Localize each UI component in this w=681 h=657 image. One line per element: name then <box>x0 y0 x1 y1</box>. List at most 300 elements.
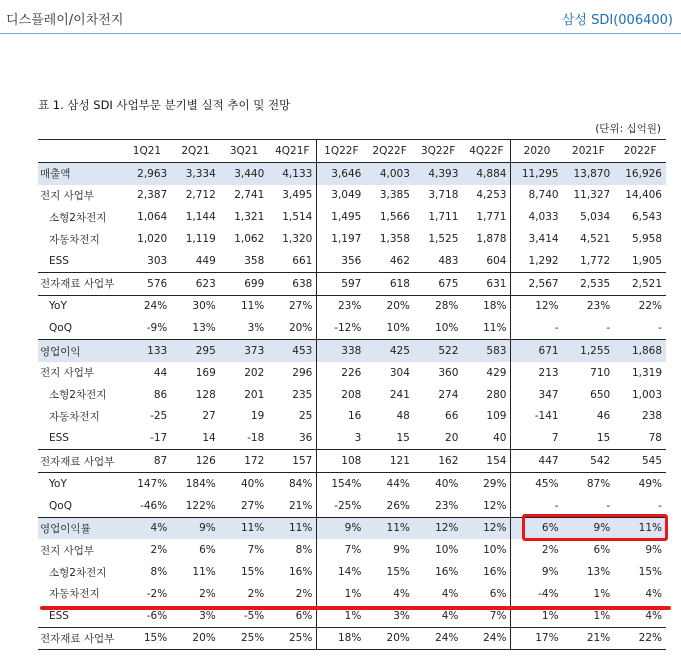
table-cell: 147% <box>123 472 172 494</box>
table-cell: 1,064 <box>137 211 168 224</box>
column-header: 2022F <box>614 140 666 163</box>
table-cell: 1,514 <box>268 206 317 228</box>
table-row <box>38 406 666 428</box>
table-cell: 5,958 <box>631 233 662 246</box>
table-cell: 296 <box>268 362 317 384</box>
table-cell: 12% <box>462 517 511 539</box>
column-header: 1Q21 <box>123 140 172 163</box>
table-row <box>38 250 666 272</box>
table-cell: 3,646 <box>317 162 366 184</box>
table-cell: 2% <box>268 583 317 605</box>
table-row <box>38 340 666 362</box>
table-cell: 425 <box>365 340 414 362</box>
table-cell: - <box>606 322 611 335</box>
table-cell: 13,870 <box>563 162 615 184</box>
table-cell: 347 <box>538 388 559 401</box>
table-cell: 10% <box>386 322 410 335</box>
table-cell: - <box>658 322 662 335</box>
table-cell: 4% <box>645 587 662 600</box>
table-cell: 27% <box>268 295 317 317</box>
table-cell: 9% <box>645 544 662 557</box>
table-cell: 6% <box>462 583 511 605</box>
table-title: 표 1. 삼성 SDI 사업부문 분기별 실적 추이 및 전망 <box>38 98 291 112</box>
table-cell: 338 <box>317 340 366 362</box>
table-cell: 213 <box>538 366 559 379</box>
table-cell: 618 <box>365 272 414 295</box>
table-cell: 40% <box>414 472 463 494</box>
table-row <box>38 272 666 295</box>
column-header: 4Q21F <box>268 140 317 163</box>
row-label: ESS <box>49 254 69 267</box>
column-header: 2021F <box>563 140 615 163</box>
table-cell: -2% <box>146 587 168 600</box>
table-cell: 126 <box>171 450 220 473</box>
table-cell: 6,543 <box>631 211 662 224</box>
table-cell: 128 <box>195 388 216 401</box>
table-cell: 1,772 <box>580 254 611 267</box>
table-cell: 11,327 <box>573 189 611 202</box>
table-cell: 1,292 <box>528 254 559 267</box>
table-cell: 27 <box>202 410 216 423</box>
table-cell: - <box>658 499 662 512</box>
table-cell: 6% <box>268 605 317 627</box>
table-cell: 9% <box>541 566 559 579</box>
table-row <box>38 162 666 184</box>
table-cell: 49% <box>614 472 666 494</box>
table-cell: 12% <box>414 517 463 539</box>
table-cell: 9% <box>563 517 615 539</box>
table-cell: 45% <box>511 472 563 494</box>
table-cell: 11% <box>365 517 414 539</box>
table-cell: 18% <box>462 295 511 317</box>
table-cell: 20% <box>171 627 220 650</box>
table-cell: 483 <box>438 254 459 267</box>
table-cell: 2% <box>150 544 168 557</box>
table-cell: 1,566 <box>379 211 410 224</box>
table-cell: 3,334 <box>171 162 220 184</box>
table-cell: 447 <box>511 450 563 473</box>
table-row <box>38 362 666 384</box>
table-cell: 360 <box>438 366 459 379</box>
table-cell: 303 <box>147 254 168 267</box>
table-cell: 7% <box>344 544 362 557</box>
row-label: 매출액 <box>38 162 123 184</box>
table-cell: 23% <box>435 499 459 512</box>
row-label: ESS <box>49 609 69 622</box>
table-cell: 1,905 <box>631 254 662 267</box>
table-cell: - <box>554 322 559 335</box>
table-cell: 15% <box>638 566 662 579</box>
table-cell: 25 <box>268 406 317 428</box>
table-cell: 4% <box>441 587 459 600</box>
table-cell: 20% <box>365 627 414 650</box>
table-cell: 11% <box>268 517 317 539</box>
header-divider <box>0 33 681 34</box>
table-row <box>38 450 666 473</box>
table-cell: 9% <box>171 517 220 539</box>
table-cell: 3% <box>393 609 410 622</box>
table-cell: -6% <box>146 609 168 622</box>
column-header: 3Q21 <box>220 140 269 163</box>
table-cell: 8% <box>268 539 317 561</box>
table-cell: 3,495 <box>268 185 317 207</box>
table-cell: 25% <box>220 627 269 650</box>
table-cell: 1,525 <box>428 233 459 246</box>
table-cell: 9% <box>317 517 366 539</box>
table-cell: 631 <box>462 272 511 295</box>
table-cell: 18% <box>317 627 366 650</box>
annotation-highlight-box <box>522 514 668 541</box>
row-label: 자동차전지 <box>49 588 100 601</box>
table-row <box>38 539 666 561</box>
table-cell: 429 <box>462 362 511 384</box>
table-cell: 15 <box>596 432 611 445</box>
table-cell: 26% <box>386 499 410 512</box>
row-label: 전자재료 사업부 <box>38 450 123 473</box>
table-cell: 11% <box>220 517 269 539</box>
table-cell: 1,495 <box>331 211 362 224</box>
table-cell: 184% <box>171 472 220 494</box>
table-row <box>38 206 666 228</box>
table-cell: 604 <box>462 250 511 272</box>
table-cell: 66 <box>445 410 459 423</box>
table-cell: 44 <box>153 366 168 379</box>
table-cell: 21% <box>563 627 615 650</box>
table-cell: 10% <box>462 539 511 561</box>
table-cell: -25% <box>334 499 362 512</box>
table-row <box>38 427 666 449</box>
table-cell: 25% <box>268 627 317 650</box>
earnings-table <box>38 139 666 650</box>
table-cell: 22% <box>614 627 666 650</box>
table-cell: 1% <box>593 609 611 622</box>
table-cell: 1% <box>593 587 611 600</box>
table-cell: 1% <box>541 609 559 622</box>
table-cell: 17% <box>511 627 563 650</box>
table-cell: 1,062 <box>234 233 265 246</box>
table-cell: 4% <box>441 609 459 622</box>
table-cell: 2,741 <box>234 189 265 202</box>
table-cell: 295 <box>171 340 220 362</box>
table-cell: 1% <box>344 587 362 600</box>
table-cell: 13% <box>586 566 611 579</box>
table-cell: 14,406 <box>625 189 662 202</box>
table-cell: 545 <box>614 450 666 473</box>
table-cell: 16 <box>347 410 362 423</box>
unit-note: (단위: 십억원) <box>595 123 661 135</box>
table-cell: 154% <box>317 472 366 494</box>
table-cell: 109 <box>462 406 511 428</box>
row-label: YoY <box>38 295 123 317</box>
document-section: 디스플레이/이차전지 <box>6 13 124 28</box>
table-cell: 7% <box>247 544 265 557</box>
company-name: 삼성 SDI(006400) <box>561 13 673 28</box>
column-header: 3Q22F <box>414 140 463 163</box>
table-cell: 241 <box>389 388 410 401</box>
table-cell: 14 <box>202 432 216 445</box>
annotation-underline <box>40 606 671 610</box>
column-header: 4Q22F <box>462 140 511 163</box>
table-cell: 542 <box>563 450 615 473</box>
table-cell: 4,033 <box>528 211 559 224</box>
table-cell: 6% <box>593 544 611 557</box>
table-cell: 27% <box>240 499 265 512</box>
table-cell: 4% <box>645 609 662 622</box>
table-cell: 1,711 <box>428 211 459 224</box>
table-cell: 40% <box>220 472 269 494</box>
table-cell: 462 <box>389 254 410 267</box>
table-cell: 274 <box>438 388 459 401</box>
table-cell: 78 <box>648 432 662 445</box>
table-cell: 280 <box>462 384 511 406</box>
table-cell: 1,319 <box>631 366 662 379</box>
table-cell: 4,884 <box>462 162 511 184</box>
table-cell: 162 <box>414 450 463 473</box>
table-cell: 8% <box>150 566 168 579</box>
table-row <box>38 185 666 207</box>
table-cell: 2% <box>247 587 265 600</box>
table-cell: 675 <box>414 272 463 295</box>
table-cell: 4,521 <box>580 233 611 246</box>
table-cell: 3 <box>354 432 362 445</box>
table-cell: 5,034 <box>580 211 611 224</box>
table-cell: 24% <box>414 627 463 650</box>
column-header: 2Q22F <box>365 140 414 163</box>
table-cell: 28% <box>414 295 463 317</box>
table-cell: 638 <box>268 272 317 295</box>
table-cell: 15 <box>396 432 410 445</box>
table-cell: 169 <box>195 366 216 379</box>
row-label: 전지 사업부 <box>40 367 95 380</box>
table-cell: 1,878 <box>462 228 511 250</box>
table-cell: 20 <box>445 432 459 445</box>
table-cell: 7 <box>551 432 559 445</box>
table-cell: 358 <box>244 254 265 267</box>
table-cell: 108 <box>317 450 366 473</box>
table-cell: 15% <box>240 566 265 579</box>
table-cell: -141 <box>534 410 559 423</box>
table-cell: 20% <box>268 317 317 339</box>
table-cell: -12% <box>334 322 362 335</box>
row-label: 전지 사업부 <box>40 544 95 557</box>
table-cell: 2,712 <box>185 189 216 202</box>
column-header: 2020 <box>511 140 563 163</box>
table-cell: 3,385 <box>379 189 410 202</box>
table-cell: 22% <box>614 295 666 317</box>
table-cell: 16% <box>462 561 511 583</box>
table-cell: -46% <box>140 499 168 512</box>
table-cell: -17 <box>150 432 168 445</box>
table-cell: 21% <box>268 495 317 517</box>
table-cell: 2,567 <box>511 272 563 295</box>
table-cell: 86 <box>153 388 168 401</box>
table-cell: 121 <box>365 450 414 473</box>
row-label: 자동차전지 <box>49 410 100 423</box>
column-header-label <box>38 140 123 163</box>
row-label: 소형2차전지 <box>49 211 107 224</box>
table-cell: 11% <box>614 517 666 539</box>
table-cell: 304 <box>389 366 410 379</box>
table-cell: 7% <box>462 605 511 627</box>
table-cell: 356 <box>341 254 362 267</box>
table-cell: 133 <box>123 340 172 362</box>
table-cell: 1,003 <box>631 388 662 401</box>
table-cell: 3% <box>247 322 265 335</box>
table-cell: 1,119 <box>185 233 216 246</box>
table-cell: 48 <box>396 410 410 423</box>
table-cell: 84% <box>268 472 317 494</box>
table-cell: 1,197 <box>331 233 362 246</box>
table-cell: 20% <box>365 295 414 317</box>
table-row <box>38 583 666 605</box>
table-cell: 235 <box>268 384 317 406</box>
table-cell: 449 <box>195 254 216 267</box>
table-cell: 1,320 <box>268 228 317 250</box>
table-cell: 172 <box>220 450 269 473</box>
table-cell: 23% <box>317 295 366 317</box>
table-cell: 650 <box>590 388 611 401</box>
table-cell: 453 <box>268 340 317 362</box>
table-cell: 154 <box>462 450 511 473</box>
table-cell: 671 <box>511 340 563 362</box>
table-cell: 4,133 <box>268 162 317 184</box>
table-cell: 3% <box>199 609 216 622</box>
table-cell: 11,295 <box>511 162 563 184</box>
table-cell: 10% <box>435 322 459 335</box>
table-cell: 44% <box>365 472 414 494</box>
table-cell: -25 <box>150 410 168 423</box>
table-cell: 201 <box>244 388 265 401</box>
table-cell: 15% <box>123 627 172 650</box>
row-label: 자동차전지 <box>49 233 100 246</box>
table-cell: - <box>554 499 559 512</box>
row-label: 영업이익률 <box>38 517 123 539</box>
table-cell: 3,718 <box>428 189 459 202</box>
table-cell: 40 <box>462 427 511 449</box>
table-row <box>38 317 666 339</box>
table-cell: 11% <box>192 566 216 579</box>
table-row <box>38 228 666 250</box>
table-cell: 2,521 <box>614 272 666 295</box>
column-header: 2Q21 <box>171 140 220 163</box>
table-cell: 157 <box>268 450 317 473</box>
table-cell: 14% <box>338 566 362 579</box>
row-label: 전자재료 사업부 <box>38 272 123 295</box>
table-row <box>38 472 666 494</box>
table-cell: 2% <box>541 544 559 557</box>
table-cell: 1% <box>344 609 362 622</box>
table-row <box>38 627 666 650</box>
table-cell: 19 <box>250 410 265 423</box>
table-cell: 1,358 <box>379 233 410 246</box>
table-cell: -9% <box>146 322 168 335</box>
table-cell: 12% <box>462 495 511 517</box>
table-cell: 29% <box>462 472 511 494</box>
table-cell: 23% <box>563 295 615 317</box>
column-header: 1Q22F <box>317 140 366 163</box>
table-cell: 122% <box>185 499 216 512</box>
table-row <box>38 384 666 406</box>
table-cell: 11% <box>462 317 511 339</box>
table-cell: 4% <box>123 517 172 539</box>
table-cell: 583 <box>462 340 511 362</box>
table-cell: 661 <box>268 250 317 272</box>
table-cell: 1,771 <box>462 206 511 228</box>
table-cell: 1,255 <box>563 340 615 362</box>
table-cell: 4,003 <box>365 162 414 184</box>
table-cell: 46 <box>596 410 611 423</box>
table-cell: 4,393 <box>414 162 463 184</box>
table-cell: 24% <box>123 295 172 317</box>
row-label: 전자재료 사업부 <box>38 627 123 650</box>
table-cell: 3,414 <box>528 233 559 246</box>
table-cell: 30% <box>171 295 220 317</box>
row-label: YoY <box>38 472 123 494</box>
row-label: QoQ <box>49 499 72 512</box>
table-cell: 87% <box>563 472 615 494</box>
table-cell: 15% <box>386 566 410 579</box>
table-cell: 2,535 <box>563 272 615 295</box>
table-cell: 2,963 <box>123 162 172 184</box>
table-cell: 699 <box>220 272 269 295</box>
table-cell: 87 <box>123 450 172 473</box>
table-cell: 710 <box>590 366 611 379</box>
table-cell: -5% <box>243 609 265 622</box>
table-cell: 12% <box>511 295 563 317</box>
table-cell: 36 <box>268 427 317 449</box>
table-cell: 16% <box>435 566 459 579</box>
row-label: ESS <box>49 432 69 445</box>
table-cell: 16% <box>268 561 317 583</box>
table-cell: 1,020 <box>137 233 168 246</box>
table-cell: - <box>606 499 611 512</box>
table-cell: 576 <box>123 272 172 295</box>
table-cell: 1,868 <box>614 340 666 362</box>
table-cell: -18 <box>247 432 265 445</box>
table-cell: 3,049 <box>331 189 362 202</box>
table-cell: 6% <box>199 544 216 557</box>
table-cell: 4% <box>393 587 410 600</box>
table-row <box>38 561 666 583</box>
table-header-row <box>38 140 666 163</box>
table-cell: 202 <box>244 366 265 379</box>
table-row <box>38 295 666 317</box>
table-cell: 24% <box>462 627 511 650</box>
table-cell: 8,740 <box>528 189 559 202</box>
table-cell: 10% <box>435 544 459 557</box>
table-cell: 11% <box>220 295 269 317</box>
table-cell: -4% <box>538 587 559 600</box>
table-cell: 597 <box>317 272 366 295</box>
row-label: 소형2차전지 <box>49 566 107 579</box>
table-cell: 13% <box>192 322 216 335</box>
table-cell: 522 <box>414 340 463 362</box>
table-cell: 226 <box>341 366 362 379</box>
table-cell: 238 <box>641 410 662 423</box>
row-label: 소형2차전지 <box>49 389 107 402</box>
row-label: 영업이익 <box>38 340 123 362</box>
table-cell: 3,440 <box>220 162 269 184</box>
table-cell: 6% <box>511 517 563 539</box>
table-cell: 208 <box>341 388 362 401</box>
row-label: QoQ <box>49 322 72 335</box>
table-cell: 2,387 <box>137 189 168 202</box>
table-cell: 1,144 <box>185 211 216 224</box>
table-cell: 373 <box>220 340 269 362</box>
table-cell: 2% <box>199 587 216 600</box>
table-cell: 4,253 <box>462 185 511 207</box>
table-cell: 623 <box>171 272 220 295</box>
